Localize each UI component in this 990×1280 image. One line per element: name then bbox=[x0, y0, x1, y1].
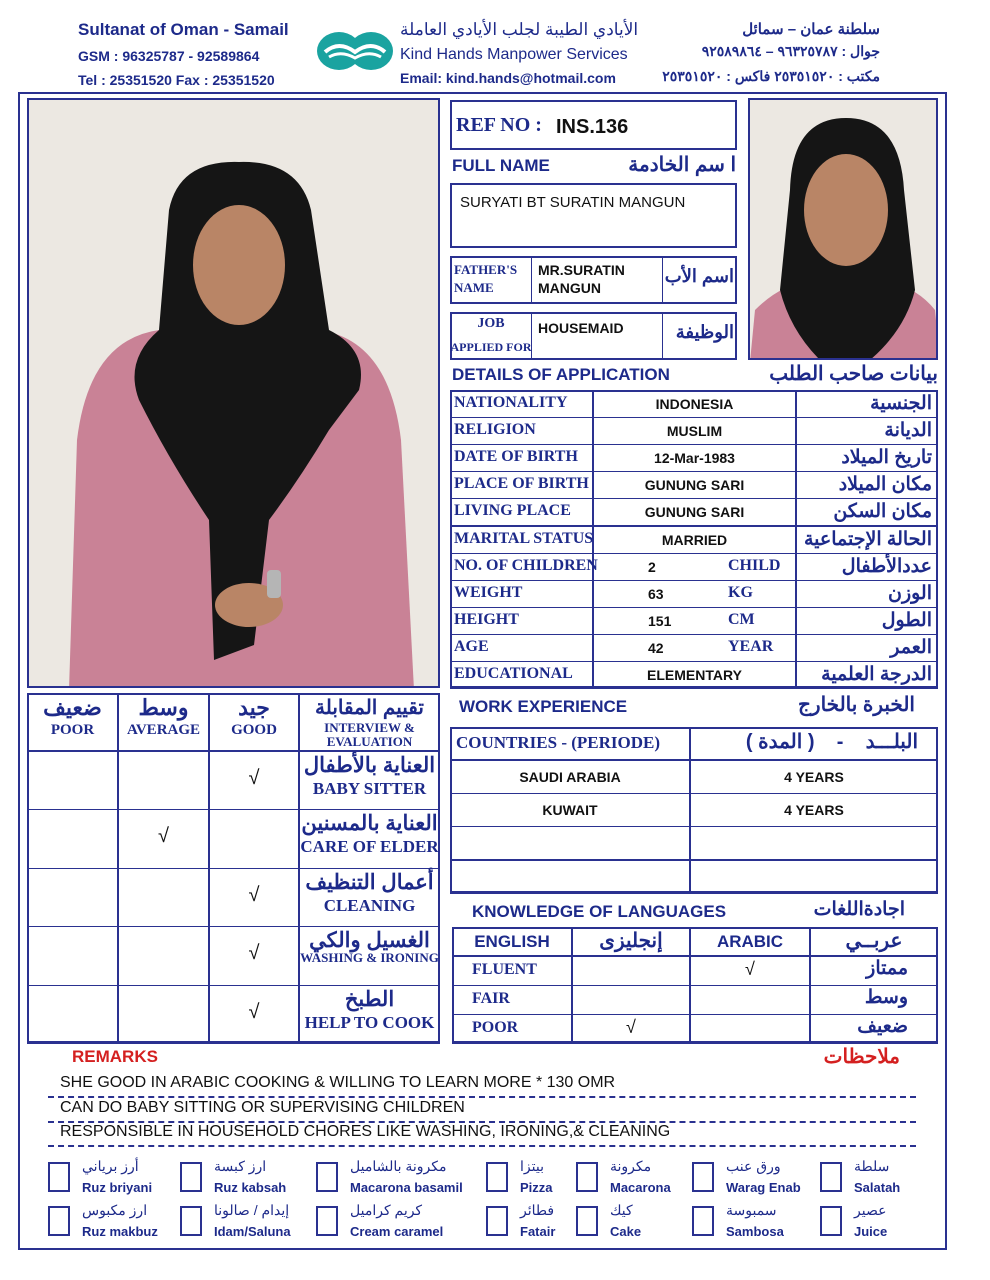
food-name: Macarona bbox=[610, 1180, 671, 1195]
portrait-photo bbox=[748, 98, 938, 360]
full-name-label-arabic: ا سم الخادمة bbox=[628, 154, 736, 176]
food-checkbox[interactable] bbox=[692, 1162, 714, 1192]
evaluation-skill-arabic: الغسيل والكي bbox=[309, 929, 430, 953]
father-name-label: FATHER'S NAME bbox=[454, 262, 518, 295]
evaluation-check-mark: √ bbox=[248, 767, 260, 789]
remark-line-3: RESPONSIBLE IN HOUSEHOLD CHORES LIKE WASHING, IRONING,& CLEANING bbox=[60, 1123, 671, 1140]
header-right-gsm: جوال : ٩٦٣٢٥٧٨٧ – ٩٢٥٨٩٨٦٤ bbox=[701, 43, 880, 59]
detail-label: RELIGION bbox=[454, 421, 536, 439]
work-period: 4 YEARS bbox=[784, 802, 844, 819]
food-name-arabic: كريم كراميل bbox=[350, 1202, 423, 1218]
remark-line-2: CAN DO BABY SITTING OR SUPERVISING CHILDREN bbox=[60, 1099, 465, 1116]
evaluation-header: AVERAGE bbox=[126, 722, 201, 738]
food-name-arabic: بيتزا bbox=[520, 1158, 544, 1174]
evaluation-skill: BABY SITTER bbox=[312, 779, 427, 798]
work-country: KUWAIT bbox=[542, 802, 598, 819]
detail-value: INDONESIA bbox=[655, 396, 734, 412]
evaluation-skill-arabic: العناية بالأطفال bbox=[303, 754, 436, 777]
header-gsm: GSM : 96325787 - 92589864 bbox=[78, 48, 260, 64]
company-logo bbox=[315, 30, 395, 72]
food-name-arabic: ارز مكبوس bbox=[82, 1202, 148, 1218]
full-name-label: FULL NAME bbox=[452, 156, 550, 175]
detail-label: LIVING PLACE bbox=[454, 502, 571, 520]
food-name-arabic: فطائر bbox=[520, 1202, 555, 1218]
food-checkbox[interactable] bbox=[48, 1206, 70, 1236]
work-experience-header-arabic: البلـــد - ( المدة ) bbox=[745, 731, 918, 753]
evaluation-header: POOR bbox=[50, 722, 95, 738]
food-checkbox[interactable] bbox=[576, 1206, 598, 1236]
food-name: Cake bbox=[610, 1224, 642, 1239]
detail-unit: KG bbox=[728, 583, 753, 601]
food-checkbox[interactable] bbox=[486, 1162, 508, 1192]
food-name: Ruz makbuz bbox=[82, 1224, 158, 1239]
evaluation-check-mark: √ bbox=[248, 1000, 260, 1023]
detail-value: 2 bbox=[648, 558, 656, 575]
food-checkbox[interactable] bbox=[316, 1162, 338, 1192]
company-name-arabic: الأيادي الطيبة لجلب الأيادي العاملة bbox=[400, 20, 639, 39]
food-name-arabic: سمبوسة bbox=[726, 1202, 777, 1218]
food-name-arabic: أرز برياني bbox=[82, 1158, 139, 1174]
work-period: 4 YEARS bbox=[784, 769, 844, 785]
language-header: ENGLISH bbox=[474, 932, 550, 951]
food-checkbox[interactable] bbox=[316, 1206, 338, 1236]
languages-title: KNOWLEDGE OF LANGUAGES bbox=[472, 902, 727, 921]
details-title: DETAILS OF APPLICATION bbox=[452, 365, 670, 384]
food-name-arabic: مكرونة بالشاميل bbox=[350, 1158, 447, 1174]
evaluation-skill: CLEANING bbox=[323, 895, 416, 915]
detail-label-arabic: الجنسية bbox=[870, 393, 932, 414]
food-name: Sambosa bbox=[726, 1224, 784, 1239]
detail-label: DATE OF BIRTH bbox=[454, 448, 578, 466]
evaluation-header: INTERVIEW & EVALUATION bbox=[324, 720, 415, 749]
evaluation-check-mark: √ bbox=[158, 825, 169, 848]
detail-label-arabic: الوزن bbox=[887, 582, 932, 604]
language-level-arabic: وسط bbox=[864, 987, 908, 1008]
food-name-arabic: عصير bbox=[854, 1202, 887, 1218]
job-value: HOUSEMAID bbox=[538, 320, 624, 336]
evaluation-skill-arabic: العناية بالمسنين bbox=[301, 812, 438, 836]
evaluation-skill: HELP TO COOK bbox=[304, 1012, 435, 1032]
header-left-title: Sultanat of Oman - Samail bbox=[78, 20, 289, 39]
food-checkbox[interactable] bbox=[486, 1206, 508, 1236]
evaluation-skill: WASHING & IRONING bbox=[300, 950, 439, 966]
header-right-title: سلطنة عمان – سمائل bbox=[742, 21, 880, 38]
arabic-level-check: √ bbox=[745, 959, 755, 979]
food-checkbox[interactable] bbox=[180, 1206, 202, 1236]
detail-label: AGE bbox=[454, 637, 489, 655]
food-name: Macarona basamil bbox=[350, 1180, 463, 1195]
job-label-2: APPLIED FOR bbox=[450, 340, 532, 354]
language-level-arabic: ضعيف bbox=[857, 1016, 908, 1037]
detail-label: NO. OF CHILDREN bbox=[454, 556, 598, 574]
detail-label: EDUCATIONAL bbox=[454, 665, 573, 682]
detail-unit: CHILD bbox=[728, 556, 781, 574]
detail-label: MARITAL STATUS bbox=[454, 529, 594, 547]
food-checkbox[interactable] bbox=[180, 1162, 202, 1192]
detail-label-arabic: الديانة bbox=[884, 420, 932, 442]
work-experience-title: WORK EXPERIENCE bbox=[459, 697, 628, 716]
detail-label-arabic: تاريخ الميلاد bbox=[841, 447, 932, 469]
header-tel: Tel : 25351520 Fax : 25351520 bbox=[78, 72, 275, 88]
detail-value: GUNUNG SARI bbox=[644, 477, 745, 494]
food-checkbox[interactable] bbox=[692, 1206, 714, 1236]
evaluation-skill-arabic: أعمال التنظيف bbox=[305, 870, 434, 894]
detail-label: PLACE OF BIRTH bbox=[454, 475, 589, 493]
work-experience-title-arabic: الخبرة بالخارج bbox=[798, 694, 915, 716]
languages-title-arabic: اجادةاللغات bbox=[813, 899, 905, 920]
detail-label: WEIGHT bbox=[454, 583, 523, 601]
food-name: Salatah bbox=[854, 1180, 901, 1195]
detail-unit: YEAR bbox=[728, 637, 774, 655]
food-name: Cream caramel bbox=[350, 1224, 444, 1239]
evaluation-check-mark: √ bbox=[248, 883, 260, 906]
detail-label-arabic: مكان الميلاد bbox=[838, 474, 932, 496]
detail-value: GUNUNG SARI bbox=[644, 504, 745, 521]
language-level: POOR bbox=[472, 1019, 519, 1036]
company-name-english: Kind Hands Manpower Services bbox=[400, 46, 628, 63]
language-level: FLUENT bbox=[472, 961, 537, 978]
detail-label: HEIGHT bbox=[454, 610, 519, 628]
ref-number-value: INS.136 bbox=[556, 116, 629, 138]
food-name: Juice bbox=[854, 1224, 888, 1239]
remarks-title: REMARKS bbox=[72, 1047, 158, 1066]
full-body-photo bbox=[27, 98, 440, 688]
evaluation-header: GOOD bbox=[231, 722, 277, 738]
food-checkbox[interactable] bbox=[48, 1162, 70, 1192]
detail-label-arabic: الحالة الإجتماعية bbox=[804, 528, 932, 550]
food-checkbox[interactable] bbox=[820, 1162, 842, 1192]
food-name: Warag Enab bbox=[726, 1180, 801, 1195]
detail-unit: CM bbox=[728, 610, 755, 628]
remark-line-1: SHE GOOD IN ARABIC COOKING & WILLING TO LEARN MORE * 130 OMR bbox=[60, 1074, 616, 1091]
english-level-check: √ bbox=[626, 1017, 636, 1037]
evaluation-check-mark: √ bbox=[248, 942, 260, 965]
father-name-value: MR.SURATIN MANGUN bbox=[538, 262, 625, 296]
job-label-1: JOB bbox=[477, 316, 505, 331]
header-right-tel: مكتب : ٢٥٣٥١٥٢٠ فاكس : ٢٥٣٥١٥٢٠ bbox=[662, 68, 880, 84]
father-name-label-arabic: اسم الأب bbox=[664, 266, 734, 286]
work-country: SAUDI ARABIA bbox=[519, 769, 621, 785]
food-name-arabic: سلطة bbox=[854, 1158, 890, 1174]
detail-value: ELEMENTARY bbox=[647, 667, 742, 683]
evaluation-header-arabic: ضعيف bbox=[43, 695, 102, 720]
detail-label-arabic: الطول bbox=[881, 609, 932, 631]
evaluation-skill: CARE OF ELDER bbox=[300, 837, 439, 857]
detail-value: MUSLIM bbox=[666, 423, 723, 440]
food-name-arabic: ورق عنب bbox=[726, 1158, 781, 1174]
food-name: Pizza bbox=[520, 1180, 553, 1195]
evaluation-header-arabic: وسط bbox=[138, 695, 189, 720]
language-header: إنجليزى bbox=[599, 930, 663, 952]
work-experience-header: COUNTRIES - (PERIODE) bbox=[456, 733, 661, 752]
detail-value: 12-Mar-1983 bbox=[654, 450, 735, 467]
language-level-arabic: ممتاز bbox=[866, 958, 908, 979]
detail-value: 151 bbox=[648, 612, 672, 629]
detail-value: 63 bbox=[648, 585, 664, 602]
full-name-box bbox=[450, 183, 737, 248]
food-name-arabic: كيك bbox=[610, 1202, 633, 1218]
full-name-value: SURYATI BT SURATIN MANGUN bbox=[460, 194, 686, 211]
details-title-arabic: بيانات صاحب الطلب bbox=[769, 363, 938, 385]
evaluation-skill-arabic: الطبخ bbox=[344, 987, 395, 1011]
food-name: Idam/Saluna bbox=[214, 1224, 291, 1239]
food-name-arabic: إيدام / صالونا bbox=[214, 1202, 290, 1218]
ref-number-label: REF NO : bbox=[456, 114, 542, 136]
evaluation-header-arabic: جيد bbox=[238, 695, 270, 720]
detail-label-arabic: العمر bbox=[890, 636, 932, 658]
food-name: Ruz kabsah bbox=[214, 1180, 287, 1195]
remarks-title-arabic: ملاحظات bbox=[823, 1046, 900, 1068]
evaluation-header-arabic: تقييم المقابلة bbox=[315, 697, 424, 719]
detail-value: MARRIED bbox=[661, 531, 728, 548]
language-header: عربــي bbox=[845, 930, 903, 952]
detail-label-arabic: مكان السكن bbox=[833, 501, 932, 523]
food-name-arabic: ارز كبسة bbox=[214, 1158, 267, 1174]
job-label-arabic: الوظيفة bbox=[675, 322, 734, 342]
detail-label-arabic: الدرجة العلمية bbox=[821, 664, 932, 685]
food-name: Ruz briyani bbox=[82, 1180, 153, 1195]
language-header: ARABIC bbox=[716, 932, 784, 951]
food-name: Fatair bbox=[520, 1224, 556, 1239]
detail-label-arabic: عددالأطفال bbox=[841, 555, 932, 577]
language-level: FAIR bbox=[472, 990, 510, 1007]
food-checkbox[interactable] bbox=[576, 1162, 598, 1192]
company-email: Email: kind.hands@hotmail.com bbox=[400, 70, 616, 86]
food-name-arabic: مكرونة bbox=[610, 1158, 652, 1174]
detail-label: NATIONALITY bbox=[454, 394, 568, 411]
detail-value: 42 bbox=[648, 639, 664, 656]
food-checkbox[interactable] bbox=[820, 1206, 842, 1236]
